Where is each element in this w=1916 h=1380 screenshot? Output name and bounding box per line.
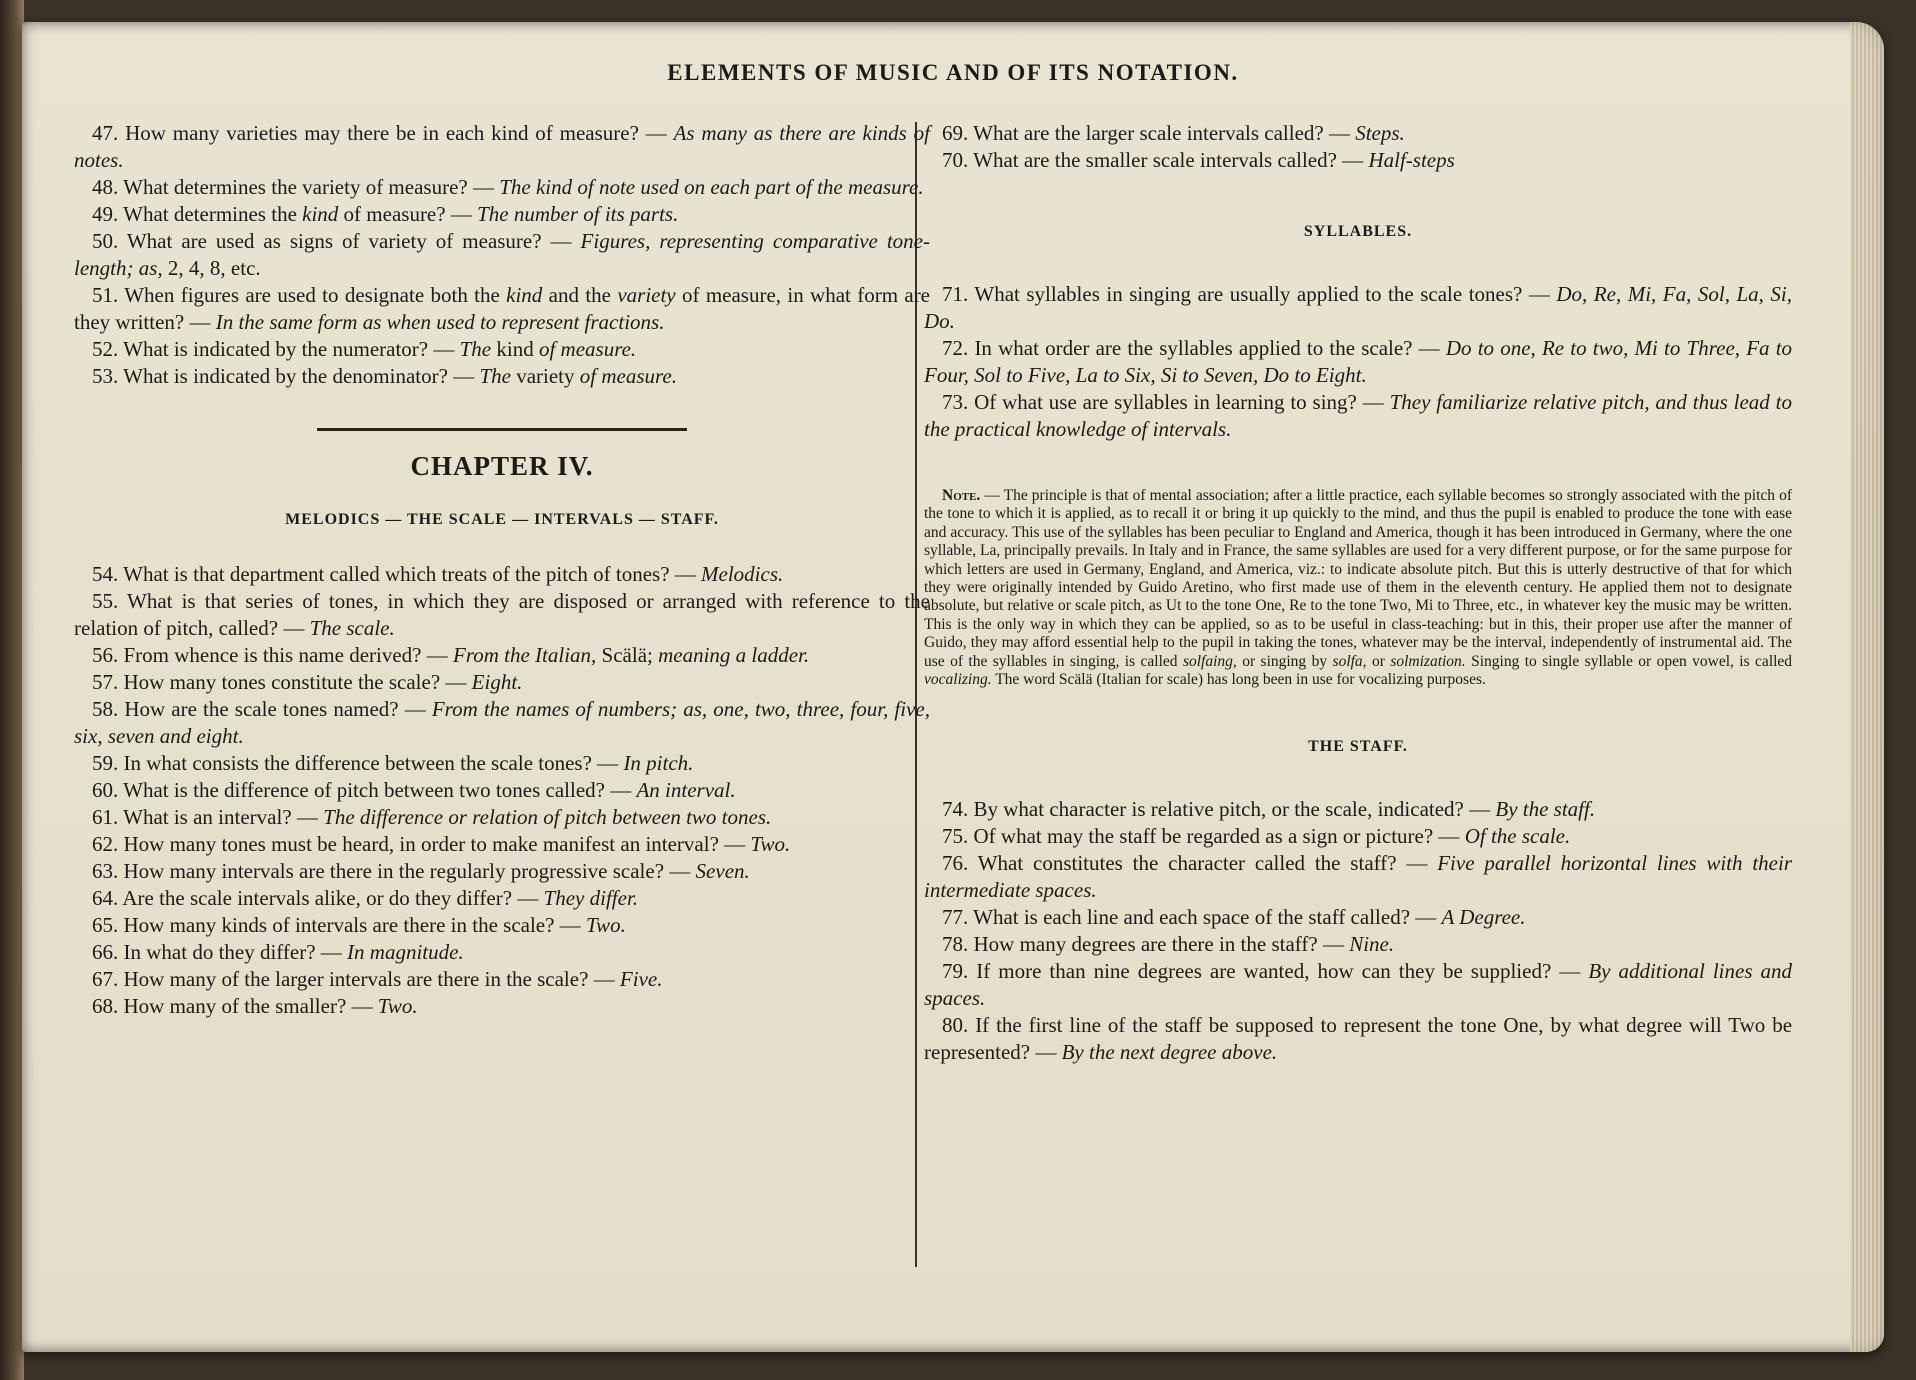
chapter-title: CHAPTER IV. [410,451,594,481]
running-head: ELEMENTS OF MUSIC AND OF ITS NOTATION. [667,60,1239,85]
question-67: 67. How many of the larger intervals are there in the scale? — Five. [92,967,663,991]
question-61: 61. What is an interval? — The difference or relation of pitch between two tones. [92,805,772,829]
question-55: 55. What is that series of tones, in which they are disposed or arranged with reference to the relation of pitch, called? — The scale. [74,589,931,640]
question-76: 76. What constitutes the character called the staff? — Five parallel horizontal lines with their intermediate spaces. [924,851,1793,903]
question-74: 74. By what character is relative pitch, or the scale, indicated? — By the staff. [942,797,1596,822]
question-79: 79. If more than nine degrees are wanted, how can they be supplied? — By additional lines and spaces. [924,959,1792,1011]
question-73: 73. Of what use are syllables in learning to sing? — They familiarize relative pitch, and thus lead to the practical knowledge of intervals. [924,390,1792,441]
question-68: 68. How many of the smaller? — Two. [92,994,418,1018]
question-50: 50. What are used as signs of variety of measure? — Figures, representing comparative tone-length; as, 2, 4, 8, etc. [74,229,930,280]
question-59: 59. In what consists the difference between the scale tones? — In pitch. [92,751,694,775]
question-69: 69. What are the larger scale intervals called? — Steps. [942,121,1405,145]
question-56: 56. From whence is this name derived? — From the Italian, Scälä; meaning a ladder. [92,643,810,667]
question-65: 65. How many kinds of intervals are there in the scale? — Two. [92,913,626,937]
question-52: 52. What is indicated by the numerator? — The kind of measure. [92,337,637,361]
note-paragraph: Note. — The principle is that of mental association; after a little practice, each syllable becomes so strongly associated with the pitch of the tone to which it is applied, as to recall it or bring it up quickly to the mind, and thus the pupil is enabled to produce the tone with ease and accuracy. This use of the syllables has been peculiar to England and America, though it has been introduced in Germany, where the one syllable, La, principally prevails. In Italy and in France, the same syllables are used for a very different purpose, or for the same purpose for which letters are used in Germany, England, and America, viz.: to indicate absolute pitch. But this is utterly destructive of that for which they were originally intended by Guido Aretino, who first made use of them in the eleventh century. He applied them not to designate absolute, but relative or scale pitch, as Ut to the tone One, Re to the tone Two, Mi to Three, etc., in whatever key the music may be written. This is the only way in which they can be applied, so as to be useful in class-teaching: but in this, their proper use after the manner of Guido, they may afford essential help to the pupil in taking the tones, whatever may be the interval, independently of instrumental aid. The use of the syllables in singing, is called solfaing, or singing by solfa, or solmization. Singing to single syllable or open vowel, is called vocalizing. The word Scälä (Italian for scale) has long been in use for vocalizing purposes. [924,487,1793,689]
section-heading-staff: THE STAFF. [1308,738,1408,756]
question-54: 54. What is that department called which treats of the pitch of tones? — Melodics. [92,562,784,586]
question-70: 70. What are the smaller scale intervals called? — Half-steps [942,148,1455,172]
question-72: 72. In what order are the syllables applied to the scale? — Do to one, Re to two, Mi to Three, Fa to Four, Sol to Five, La to Six, Si to Seven, Do to Eight. [924,336,1793,387]
question-53: 53. What is indicated by the denominator? — The variety of measure. [92,364,677,388]
question-63: 63. How many intervals are there in the regularly progressive scale? — Seven. [92,859,750,883]
question-77: 77. What is each line and each space of the staff called? — A Degree. [942,905,1526,930]
left-column [74,120,930,1020]
question-75: 75. Of what may the staff be regarded as a sign or picture? — Of the scale. [942,824,1571,849]
chapter-divider [317,428,687,431]
book-page [22,22,1884,1352]
question-57: 57. How many tones constitute the scale? — Eight. [92,670,523,694]
page-edge [1850,22,1884,1352]
question-60: 60. What is the difference of pitch between two tones called? — An interval. [92,778,736,802]
book-spine [0,0,24,1380]
question-78: 78. How many degrees are there in the staff? — Nine. [942,932,1395,957]
question-48: 48. What determines the variety of measure? — The kind of note used on each part of the measure. [92,175,924,199]
question-47: 47. How many varieties may there be in each kind of measure? — As many as there are kinds of notes. [74,121,931,172]
question-64: 64. Are the scale intervals alike, or do they differ? — They differ. [92,886,639,910]
question-51: 51. When figures are used to designate both the kind and the variety of measure, in what form are they written? — In the same form as when used to represent fractions. [74,283,931,334]
question-80: 80. If the first line of the staff be supposed to represent the tone One, by what degree will Two be represented? — By the next degree above. [924,1013,1793,1065]
question-71: 71. What syllables in singing are usually applied to the scale tones? — Do, Re, Mi, Fa, Sol, La, Si, Do. [924,282,1793,333]
question-49: 49. What determines the kind of measure? — The number of its parts. [92,202,679,226]
right-column [924,120,1792,1066]
question-66: 66. In what do they differ? — In magnitude. [92,940,464,964]
question-62: 62. How many tones must be heard, in order to make manifest an interval? — Two. [92,832,791,856]
question-58: 58. How are the scale tones named? — From the names of numbers; as, one, two, three, four, five, six, seven and eight. [74,697,930,748]
chapter-subtitle: MELODICS — THE SCALE — INTERVALS — STAFF. [285,511,719,528]
note-label: Note. [942,487,981,504]
section-heading-syllables: SYLLABLES. [1303,223,1413,240]
